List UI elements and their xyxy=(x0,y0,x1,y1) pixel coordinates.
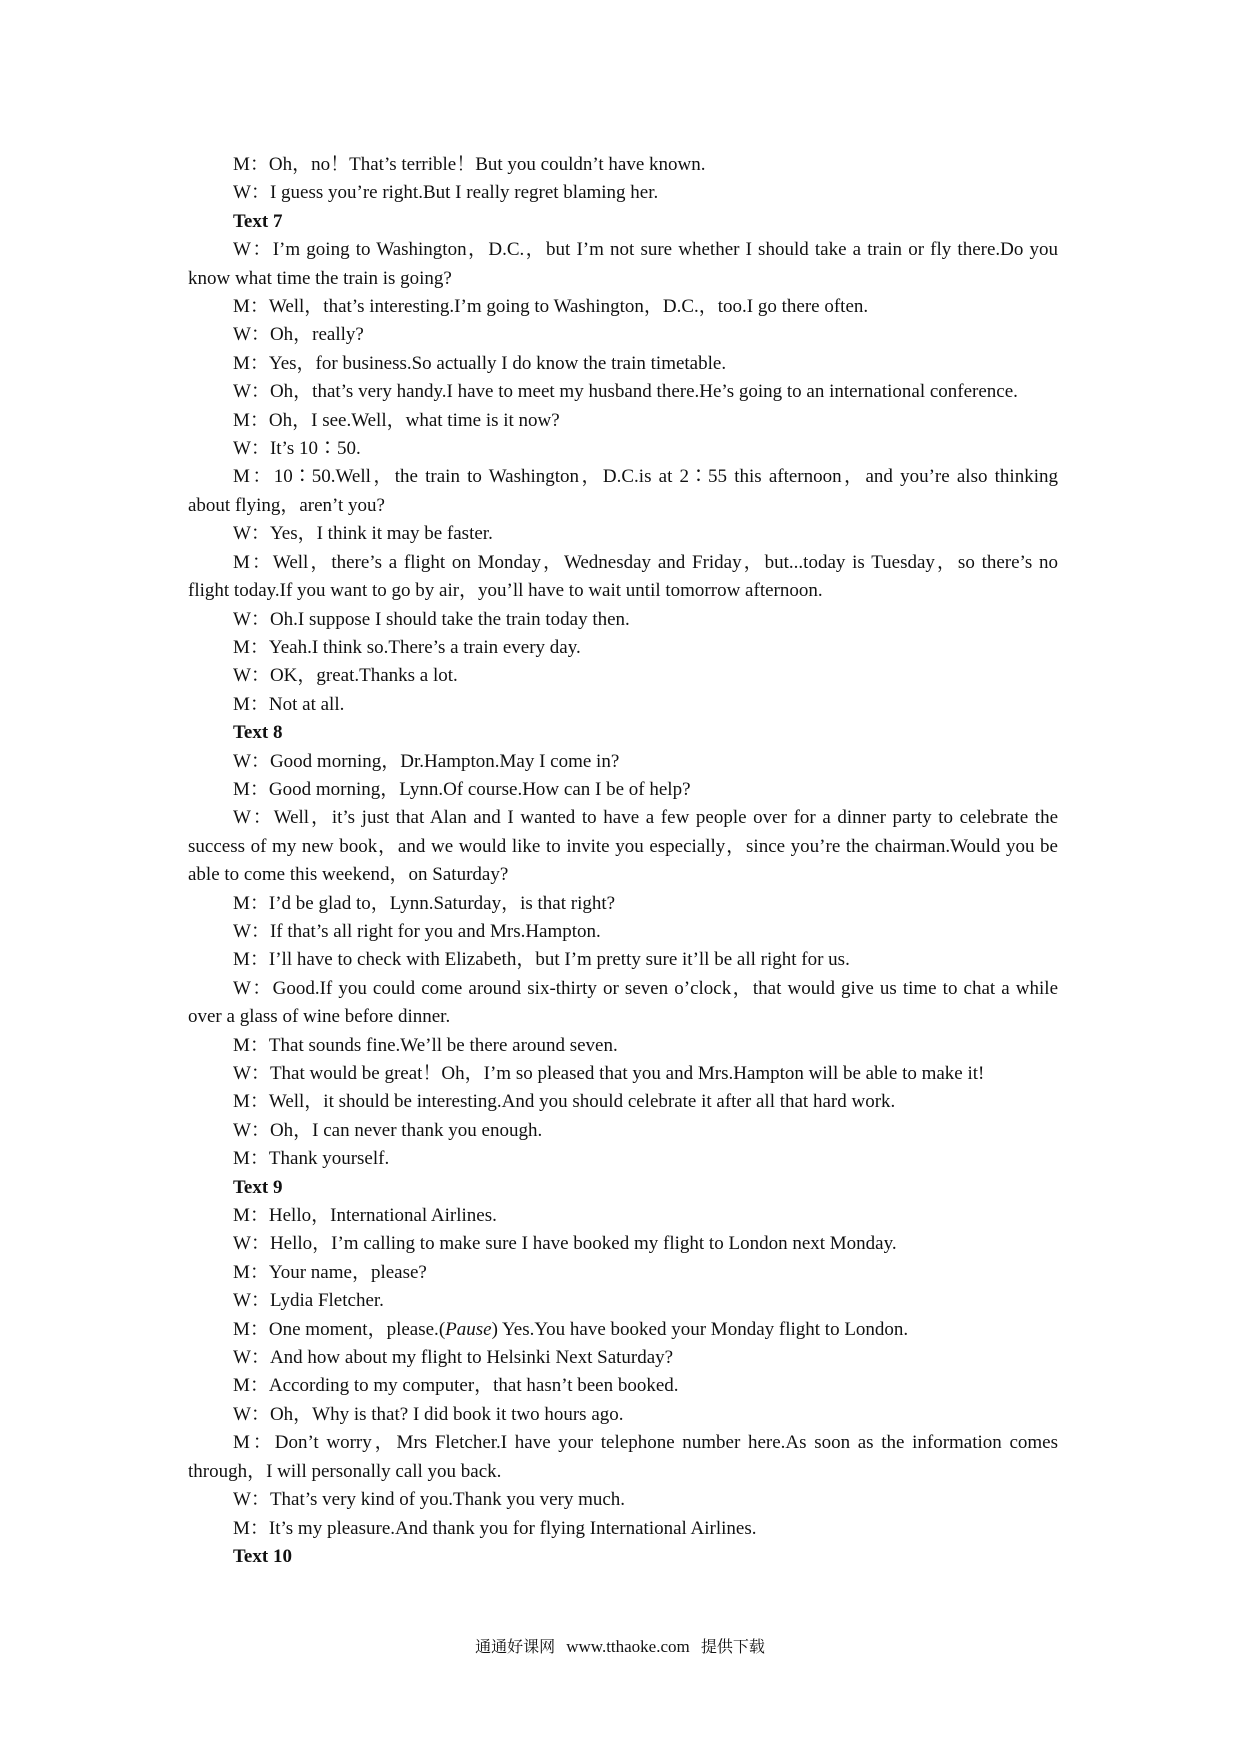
dialogue-line xyxy=(188,407,1058,435)
speaker-label: W： xyxy=(233,381,270,403)
dialogue-text: It’s my pleasure.And thank you for flying International Airlines. xyxy=(268,1517,757,1539)
dialogue-text: Good morning，Dr.Hampton.May I come in? xyxy=(269,750,620,772)
speaker-label: W： xyxy=(233,977,273,999)
dialogue-text: Not at all. xyxy=(268,693,345,715)
speaker-label: M： xyxy=(233,693,269,715)
speaker-label: M： xyxy=(233,1261,269,1283)
dialogue-text: Oh.I suppose I should take the train today then. xyxy=(269,608,630,630)
speaker-label: M： xyxy=(233,1148,269,1170)
dialogue-line xyxy=(188,1117,1058,1145)
dialogue-text: Oh，I can never thank you enough. xyxy=(269,1119,543,1141)
dialogue-text: Oh，Why is that? I did book it two hours ago. xyxy=(269,1403,624,1425)
dialogue-line xyxy=(188,1344,1058,1372)
section-heading: Text 9 xyxy=(233,1176,283,1198)
dialogue-line xyxy=(188,321,1058,349)
dialogue-text: Well，that’s interesting.I’m going to Washington，D.C.，too.I go there often. xyxy=(268,296,869,318)
dialogue-line xyxy=(188,776,1058,804)
speaker-label: M： xyxy=(233,1517,269,1539)
dialogue-line xyxy=(188,350,1058,378)
dialogue-text-continued: Yes.You have booked your Monday flight to London. xyxy=(497,1318,909,1340)
speaker-label: M： xyxy=(233,154,269,175)
speaker-label: W： xyxy=(233,239,273,261)
speaker-label: W： xyxy=(233,1489,270,1511)
dialogue-line xyxy=(188,520,1058,548)
dialogue-text: Your name，please? xyxy=(268,1261,427,1283)
dialogue-line xyxy=(188,1259,1058,1287)
dialogue-line xyxy=(188,1372,1058,1400)
dialogue-text: Oh，that’s very handy.I have to meet my husband there.He’s going to an international conference. xyxy=(269,381,1018,403)
dialogue-line xyxy=(188,662,1058,690)
speaker-label: W： xyxy=(233,807,274,829)
dialogue-line xyxy=(188,804,1058,889)
speaker-label: M： xyxy=(233,1318,269,1340)
dialogue-text: Yeah.I think so.There’s a train every day. xyxy=(268,636,581,658)
dialogue-line xyxy=(188,606,1058,634)
speaker-label: M： xyxy=(233,409,269,431)
speaker-label: W： xyxy=(233,324,270,346)
dialogue-text: Oh，I see.Well，what time is it now? xyxy=(268,409,560,431)
dialogue-line xyxy=(188,1287,1058,1315)
speaker-label: W： xyxy=(233,182,270,204)
dialogue-text: Well，it should be interesting.And you should celebrate it after all that hard work. xyxy=(268,1091,896,1113)
dialogue-text: Thank yourself. xyxy=(268,1148,390,1170)
dialogue-line xyxy=(188,634,1058,662)
dialogue-text: Well，it’s just that Alan and I wanted to have a few people over for a dinner party to celebrate the success of my new book，and we would like to invite you especially，since you’re the chairman.Would you be able to come this weekend，on Saturday? xyxy=(188,807,1058,886)
speaker-label: M： xyxy=(233,296,269,318)
dialogue-text: According to my computer，that hasn’t been booked. xyxy=(268,1375,679,1397)
speaker-label: W： xyxy=(233,438,270,460)
speaker-label: W： xyxy=(233,1403,270,1425)
dialogue-line xyxy=(188,1486,1058,1514)
speaker-label: M： xyxy=(233,466,274,488)
document-page xyxy=(188,151,1058,1571)
dialogue-text: I’d be glad to，Lynn.Saturday，is that right? xyxy=(268,892,616,914)
speaker-label: M： xyxy=(233,1205,269,1227)
speaker-label: W： xyxy=(233,750,270,772)
dialogue-line xyxy=(188,293,1058,321)
speaker-label: W： xyxy=(233,665,270,687)
speaker-label: M： xyxy=(233,892,269,914)
dialogue-text: That sounds fine.We’ll be there around seven. xyxy=(268,1034,618,1056)
dialogue-text: Oh，no！That’s terrible！But you couldn’t have known. xyxy=(268,154,706,175)
dialogue-line xyxy=(188,549,1058,606)
dialogue-text: Oh，really? xyxy=(269,324,364,346)
dialogue-text: Yes，for business.So actually I do know the train timetable. xyxy=(268,352,727,374)
section-heading: Text 7 xyxy=(233,210,283,232)
dialogue-text: I guess you’re right.But I really regret blaming her. xyxy=(269,182,659,204)
speaker-label: M： xyxy=(233,1034,269,1056)
dialogue-text: Lydia Fletcher. xyxy=(269,1290,384,1312)
speaker-label: M： xyxy=(233,352,269,374)
footer-site-name: 通通好课网 xyxy=(475,1637,556,1656)
speaker-label: W： xyxy=(233,523,270,545)
speaker-label: M： xyxy=(233,1375,269,1397)
dialogue-text: It’s 10∶50. xyxy=(269,438,361,460)
dialogue-text: That would be great！Oh，I’m so pleased that you and Mrs.Hampton will be able to make it! xyxy=(269,1063,985,1084)
dialogue-line xyxy=(188,1230,1058,1258)
speaker-label: W： xyxy=(233,1119,270,1141)
dialogue-text: I’m going to Washington，D.C.，but I’m not sure whether I should take a train or fly there.Do you know what time the train is going? xyxy=(188,239,1058,289)
dialogue-text: Good morning，Lynn.Of course.How can I be of help? xyxy=(268,778,691,800)
dialogue-line xyxy=(188,1202,1058,1230)
dialogue-line xyxy=(188,435,1058,463)
dialogue-text: Don’t worry，Mrs Fletcher.I have your telephone number here.As soon as the information comes through，I will personally call you back. xyxy=(188,1432,1058,1482)
dialogue-line xyxy=(188,1515,1058,1543)
dialogue-line xyxy=(188,1429,1058,1486)
section-heading: Text 10 xyxy=(233,1545,292,1567)
speaker-label: W： xyxy=(233,920,270,942)
dialogue-line xyxy=(188,463,1058,520)
speaker-label: W： xyxy=(233,608,270,630)
dialogue-line xyxy=(188,179,1058,207)
speaker-label: W： xyxy=(233,1347,270,1369)
page-footer xyxy=(0,1634,1240,1657)
dialogue-text: Good.If you could come around six-thirty or seven o’clock，that would give us time to chat a while over a glass of wine before dinner. xyxy=(188,977,1059,1028)
dialogue-line xyxy=(188,1145,1058,1173)
dialogue-line xyxy=(188,1032,1058,1060)
speaker-label: W： xyxy=(233,1233,270,1255)
footer-suffix: 提供下载 xyxy=(700,1637,765,1656)
dialogue-text: That’s very kind of you.Thank you very much. xyxy=(269,1489,626,1511)
dialogue-line xyxy=(188,691,1058,719)
footer-url: www.tthaoke.com xyxy=(566,1637,690,1656)
section-heading: Text 8 xyxy=(233,722,283,744)
dialogue-text: Hello，International Airlines. xyxy=(268,1205,497,1227)
dialogue-text: Hello，I’m calling to make sure I have booked my flight to London next Monday. xyxy=(269,1233,897,1255)
dialogue-line xyxy=(188,236,1058,293)
dialogue-text: OK，great.Thanks a lot. xyxy=(269,665,458,687)
dialogue-line xyxy=(188,1060,1058,1088)
dialogue-line xyxy=(188,1088,1058,1116)
dialogue-text: If that’s all right for you and Mrs.Hampton. xyxy=(269,920,601,942)
dialogue-text: Well，there’s a flight on Monday，Wednesday and Friday，but...today is Tuesday，so there’s no flight today.If you want to go by air，you’ll have to wait until tomorrow afternoon. xyxy=(188,551,1058,602)
dialogue-text: One moment，please. xyxy=(268,1318,439,1340)
dialogue-line xyxy=(188,946,1058,974)
dialogue-line xyxy=(188,151,1058,179)
speaker-label: M： xyxy=(233,636,269,658)
speaker-label: M： xyxy=(233,551,273,573)
dialogue-line xyxy=(188,1401,1058,1429)
speaker-label: M： xyxy=(233,1091,269,1113)
dialogue-line xyxy=(188,748,1058,776)
speaker-label: M： xyxy=(233,1432,275,1454)
speaker-label: W： xyxy=(233,1063,270,1084)
dialogue-line xyxy=(188,918,1058,946)
dialogue-line xyxy=(188,890,1058,918)
transcript-body xyxy=(188,151,1058,1571)
dialogue-text: 10∶50.Well，the train to Washington，D.C.is at 2∶55 this afternoon，and you’re also thinking about flying，aren’t you? xyxy=(188,466,1058,516)
speaker-label: M： xyxy=(233,949,269,971)
dialogue-text: I’ll have to check with Elizabeth，but I’m pretty sure it’ll be all right for us. xyxy=(268,949,850,971)
dialogue-line xyxy=(188,378,1058,406)
dialogue-line xyxy=(188,975,1058,1032)
dialogue-line: M：One moment，please.(Pause) Yes.You have booked your Monday flight to London. xyxy=(233,1318,909,1340)
dialogue-text: And how about my flight to Helsinki Next Saturday? xyxy=(269,1347,674,1369)
speaker-label: M： xyxy=(233,778,269,800)
stage-direction: Pause xyxy=(445,1318,492,1340)
speaker-label: W： xyxy=(233,1290,270,1312)
dialogue-text: Yes，I think it may be faster. xyxy=(269,523,493,545)
